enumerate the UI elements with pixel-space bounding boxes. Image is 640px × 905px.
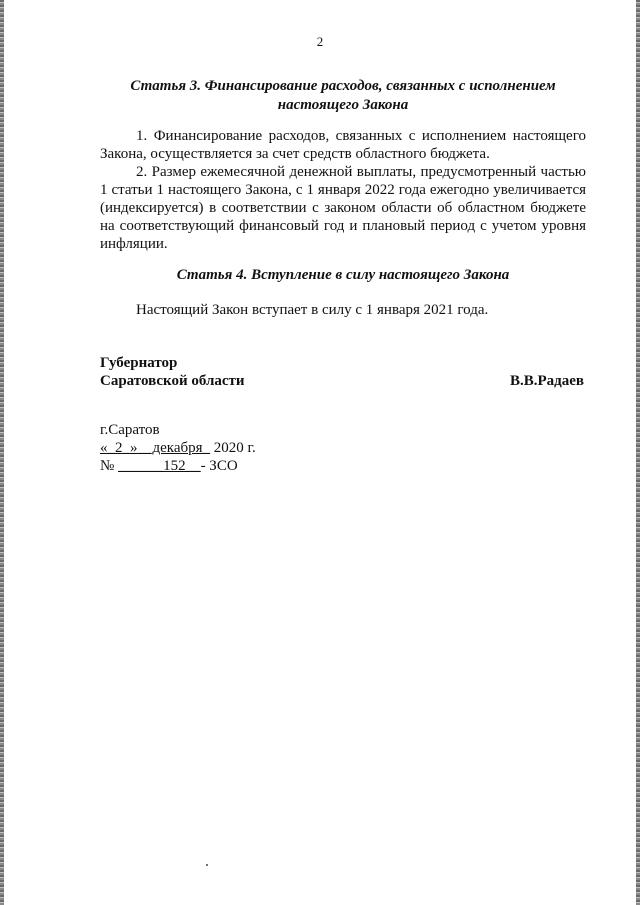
date-close-quote: »	[130, 440, 138, 456]
date-month: __декабря_	[137, 440, 211, 456]
number-suffix: - ЗСО	[200, 458, 238, 474]
city: г.Саратов	[100, 422, 160, 438]
signatory-title: Губернатор	[100, 355, 178, 371]
article-3-paragraph-1: 1. Финансирование расходов, связанных с исполнением настоящего Закона, осуществляется за счет средств областного бюджета.	[100, 128, 586, 162]
number-prefix: №	[100, 458, 119, 474]
signatory-name: В.В.Радаев	[509, 373, 584, 389]
article-3-paragraph-2: 2. Размер ежемесячной денежной выплаты, предусмотренный частью 1 статьи 1 настоящего Закона, с 1 января 2022 года ежегодно увеличивается (индексируется) в соответствии с законом области об областном бюджете на соответствующий финансовый год и плановый период с учетом уровня инфляции.	[100, 164, 586, 252]
date-line	[100, 439, 256, 457]
article-3-heading	[100, 77, 586, 115]
page-number: 2	[316, 34, 324, 49]
signatory-region: Саратовской области	[100, 373, 245, 389]
article-4-paragraph: Настоящий Закон вступает в силу с 1 января 2021 года.	[136, 302, 489, 318]
article-4-heading: Статья 4. Вступление в силу настоящего Закона	[176, 267, 510, 283]
law-number: ______152__	[118, 458, 201, 474]
date-open-quote: «	[100, 440, 108, 456]
date-day: _2_	[107, 440, 130, 456]
date-year: 2020 г.	[210, 440, 256, 456]
law-number-line	[100, 457, 238, 475]
article-3-heading-line1: Статья 3. Финансирование расходов, связанных с исполнением	[130, 78, 556, 94]
article-3-heading-line2: настоящего Закона	[277, 97, 409, 113]
scan-speck	[206, 864, 208, 866]
